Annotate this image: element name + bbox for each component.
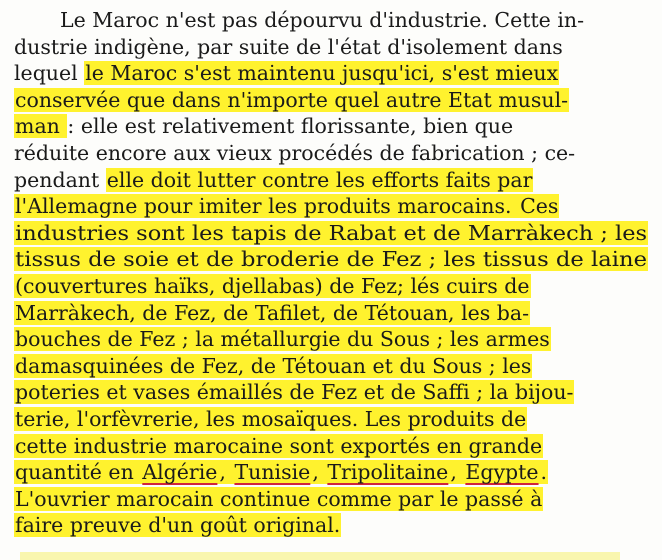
highlighted-text: l'Allemagne pour imiter les produits marocains. <box>15 194 512 219</box>
text-line <box>14 512 341 538</box>
text-line <box>14 193 559 219</box>
highlighted-text: . <box>540 460 548 485</box>
text-line <box>60 7 584 33</box>
highlighted-text: Marràkech, de Fez, de Tafilet, de Tétouan, les ba- <box>15 300 530 325</box>
highlighted-text: elle doit lutter contre les efforts faits par <box>106 167 533 192</box>
highlighted-text: man <box>15 114 67 139</box>
text-line <box>14 459 548 485</box>
text-line <box>14 113 513 139</box>
highlighted-text: , <box>450 460 464 485</box>
text-line <box>14 379 574 405</box>
underlined-word: Egypte <box>465 460 539 485</box>
underlined-word: Algérie <box>142 460 218 485</box>
text-line <box>14 406 527 432</box>
highlighted-text: (couvertures haïks, djellabas) de Fez; lés cuirs de <box>15 274 530 298</box>
highlighted-text: , <box>219 460 233 485</box>
text-run: Le Maroc n'est pas dépourvu d'industrie. Cette in- <box>60 8 585 32</box>
highlighted-text: damasquinées de Fez, de Tétouan et du Sous ; les <box>15 353 532 378</box>
highlighted-text: L'ouvrier marocain continue comme par le passé à <box>15 486 543 511</box>
text-line <box>14 326 551 352</box>
highlighted-text: industries sont les tapis de Rabat et de Marràkech ; les <box>15 220 648 245</box>
text-run: pendant <box>14 167 106 192</box>
text-line <box>14 300 530 326</box>
text-line <box>14 246 648 272</box>
highlighted-text: conservée que dans n'importe quel autre Etat musul- <box>15 87 569 112</box>
highlighted-text: terie, l'orfèvrerie, les mosaïques. Les produits de <box>15 407 527 431</box>
text-line <box>14 60 559 86</box>
next-line-fragment <box>20 552 620 560</box>
text-run: dustrie indigène, par suite de l'état d'isolement dans <box>14 34 563 59</box>
highlighted-text: cette industrie marocaine sont exportés en grande <box>15 433 543 458</box>
highlighted-text: Ces <box>513 194 559 219</box>
text-run: réduite encore aux vieux procédés de fabrication ; ce- <box>14 141 576 165</box>
underlined-word: Tripolitaine <box>327 460 449 485</box>
text-line <box>14 87 569 113</box>
text-line <box>14 486 543 512</box>
highlighted-text: tissus de soie et de broderie de Fez ; les tissus de laine <box>15 247 647 272</box>
text-line <box>14 34 563 60</box>
highlighted-text: quantité en <box>15 460 141 485</box>
text-line <box>14 220 648 246</box>
text-line <box>14 433 543 459</box>
text-line <box>14 140 575 166</box>
text-line <box>14 353 532 379</box>
text-run: : elle est relativement florissante, bien que <box>67 114 514 139</box>
highlighted-text: bouches de Fez ; la métallurgie du Sous ; les armes <box>15 327 550 352</box>
highlighted-text: faire preuve d'un goût original. <box>15 513 341 538</box>
text-line <box>14 273 531 299</box>
underlined-word: Tunisie <box>234 460 311 485</box>
highlighted-text: le Maroc s'est maintenu jusqu'ici, s'est mieux <box>85 61 559 86</box>
text-run: lequel <box>14 61 85 86</box>
highlighted-text: , <box>312 460 326 485</box>
text-line <box>14 167 533 193</box>
highlighted-text: poteries et vases émaillés de Fez et de Saffi ; la bijou- <box>15 380 574 405</box>
